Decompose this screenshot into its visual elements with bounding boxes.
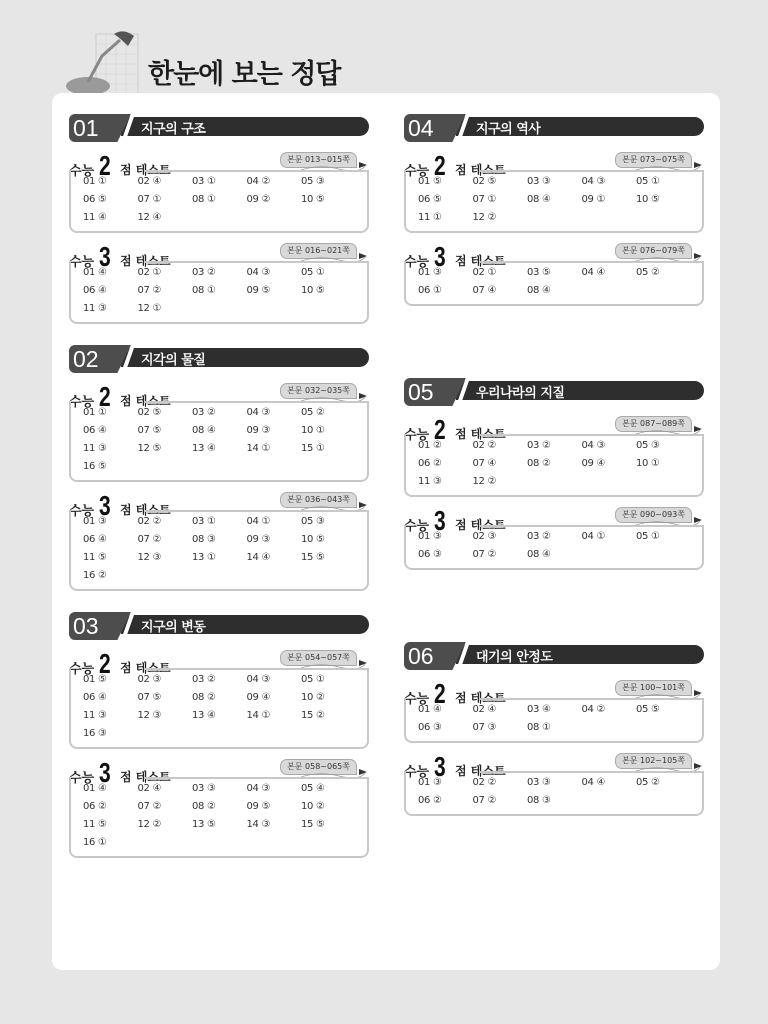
answer-item: 08 ② bbox=[192, 801, 216, 812]
answer-item: 06 ④ bbox=[83, 285, 107, 296]
answer-item: 03 ③ bbox=[192, 783, 216, 794]
answer-item: 01 ① bbox=[83, 176, 107, 187]
answer-box bbox=[404, 525, 704, 570]
answer-grid bbox=[418, 174, 702, 226]
answer-item: 05 ③ bbox=[301, 516, 325, 527]
test-level: 2 bbox=[99, 648, 111, 679]
answer-item: 07 ② bbox=[137, 285, 162, 296]
answer-item: 12 ③ bbox=[137, 552, 162, 563]
test-block bbox=[404, 152, 704, 233]
answer-item: 01 ④ bbox=[83, 267, 107, 278]
answer-item: 11 ④ bbox=[83, 212, 107, 223]
answer-item: 02 ② bbox=[472, 440, 497, 451]
test-type-label: 점 테스트 bbox=[120, 254, 171, 268]
answer-grid bbox=[83, 405, 367, 475]
test-level: 3 bbox=[434, 505, 446, 536]
suneung-label: 수능 bbox=[404, 692, 430, 707]
chapter-title: 지각의 물질 bbox=[141, 353, 206, 368]
answer-item: 10 ⑤ bbox=[301, 285, 325, 296]
test-block bbox=[404, 416, 704, 497]
answer-item: 06 ② bbox=[418, 458, 442, 469]
answer-item: 11 ⑤ bbox=[83, 552, 107, 563]
answer-item: 03 ③ bbox=[527, 176, 551, 187]
answer-item: 03 ② bbox=[527, 531, 551, 542]
test-level: 3 bbox=[99, 490, 111, 521]
answer-item: 11 ③ bbox=[83, 710, 107, 721]
chapter-number: 06 bbox=[408, 643, 434, 669]
answer-item: 01 ① bbox=[83, 407, 107, 418]
page-reference-badge: 본문 016~021쪽 bbox=[280, 243, 357, 259]
answer-grid bbox=[83, 265, 367, 317]
test-block bbox=[69, 759, 369, 858]
answer-item: 15 ⑤ bbox=[301, 552, 325, 563]
answer-item: 05 ① bbox=[636, 176, 660, 187]
test-type-label: 점 테스트 bbox=[455, 518, 506, 532]
answer-item: 03 ② bbox=[192, 407, 216, 418]
left-column bbox=[69, 93, 369, 858]
answer-item: 02 ③ bbox=[472, 531, 497, 542]
answer-item: 06 ② bbox=[83, 801, 107, 812]
answer-item: 07 ⑤ bbox=[137, 425, 162, 436]
test-block bbox=[69, 243, 369, 324]
answer-grid bbox=[418, 265, 702, 299]
answer-item: 06 ④ bbox=[83, 534, 107, 545]
answer-box bbox=[404, 771, 704, 816]
test-type-label: 점 테스트 bbox=[120, 503, 171, 517]
right-column bbox=[404, 93, 704, 816]
answer-item: 03 ② bbox=[192, 267, 216, 278]
answer-box bbox=[69, 170, 369, 233]
chapter-section bbox=[69, 345, 369, 591]
answer-item: 07 ② bbox=[472, 549, 497, 560]
suneung-label: 수능 bbox=[69, 255, 95, 270]
answer-box bbox=[69, 261, 369, 324]
test-type-label: 점 테스트 bbox=[455, 427, 506, 441]
answer-box bbox=[69, 510, 369, 591]
answer-item: 02 ⑤ bbox=[137, 407, 162, 418]
suneung-label: 수능 bbox=[404, 428, 430, 443]
page-reference-badge: 본문 032~035쪽 bbox=[280, 383, 357, 399]
test-type-label: 점 테스트 bbox=[120, 770, 171, 784]
answer-item: 06 ⑤ bbox=[418, 194, 442, 205]
answer-grid bbox=[418, 775, 702, 809]
answer-item: 07 ② bbox=[137, 534, 162, 545]
answer-item: 01 ② bbox=[418, 440, 442, 451]
answer-item: 08 ④ bbox=[527, 549, 551, 560]
test-type-label: 점 테스트 bbox=[455, 163, 506, 177]
answer-item: 10 ⑤ bbox=[301, 534, 325, 545]
answer-item: 01 ③ bbox=[418, 777, 442, 788]
test-level: 2 bbox=[434, 414, 446, 445]
chapter-title: 우리나라의 지질 bbox=[476, 386, 565, 401]
answer-box bbox=[69, 668, 369, 749]
answer-item: 01 ④ bbox=[83, 783, 107, 794]
page-reference-badge: 본문 087~089쪽 bbox=[615, 416, 692, 432]
answer-item: 15 ① bbox=[301, 443, 325, 454]
answer-item: 06 ④ bbox=[83, 425, 107, 436]
answer-item: 08 ④ bbox=[527, 194, 551, 205]
answer-box bbox=[404, 170, 704, 233]
answer-item: 07 ① bbox=[472, 194, 497, 205]
answer-item: 06 ② bbox=[418, 795, 442, 806]
answer-item: 04 ① bbox=[246, 516, 271, 527]
answer-item: 06 ③ bbox=[418, 722, 442, 733]
answer-item: 08 ④ bbox=[192, 425, 216, 436]
answer-item: 16 ① bbox=[83, 837, 107, 848]
test-type-label: 점 테스트 bbox=[455, 764, 506, 778]
answer-box bbox=[69, 401, 369, 482]
answer-item: 13 ① bbox=[192, 552, 216, 563]
answer-item: 09 ③ bbox=[246, 534, 271, 545]
test-level: 2 bbox=[434, 678, 446, 709]
chapter-section bbox=[69, 114, 369, 324]
answer-item: 08 ② bbox=[192, 692, 216, 703]
answer-item: 07 ② bbox=[137, 801, 162, 812]
test-block bbox=[404, 680, 704, 743]
answer-item: 09 ⑤ bbox=[246, 801, 271, 812]
page-reference-badge: 본문 090~093쪽 bbox=[615, 507, 692, 523]
answer-item: 09 ④ bbox=[246, 692, 271, 703]
answer-item: 10 ② bbox=[301, 801, 325, 812]
answer-grid bbox=[83, 514, 367, 584]
answer-item: 16 ⑤ bbox=[83, 461, 107, 472]
suneung-label: 수능 bbox=[69, 662, 95, 677]
answer-item: 10 ② bbox=[301, 692, 325, 703]
answer-item: 14 ① bbox=[246, 710, 271, 721]
answer-item: 12 ② bbox=[472, 476, 497, 487]
answer-item: 09 ④ bbox=[581, 458, 606, 469]
test-level: 3 bbox=[434, 751, 446, 782]
answer-item: 03 ① bbox=[192, 516, 216, 527]
chapter-header bbox=[69, 345, 369, 373]
answer-item: 05 ① bbox=[301, 674, 325, 685]
chapter-title: 지구의 변동 bbox=[141, 620, 206, 635]
answer-item: 11 ① bbox=[418, 212, 442, 223]
chapter-header bbox=[69, 612, 369, 640]
answer-item: 08 ① bbox=[192, 194, 216, 205]
answer-item: 03 ⑤ bbox=[527, 267, 551, 278]
answer-item: 02 ② bbox=[472, 777, 497, 788]
answer-box bbox=[69, 777, 369, 858]
desk-lamp-illustration bbox=[62, 26, 152, 96]
page-reference-badge: 본문 036~043쪽 bbox=[280, 492, 357, 508]
answer-item: 01 ③ bbox=[418, 531, 442, 542]
test-block bbox=[69, 650, 369, 749]
suneung-label: 수능 bbox=[69, 164, 95, 179]
answer-item: 03 ① bbox=[192, 176, 216, 187]
test-level: 3 bbox=[99, 757, 111, 788]
answer-item: 07 ⑤ bbox=[137, 692, 162, 703]
suneung-label: 수능 bbox=[404, 255, 430, 270]
answer-item: 12 ② bbox=[472, 212, 497, 223]
suneung-label: 수능 bbox=[69, 504, 95, 519]
answer-grid bbox=[83, 781, 367, 851]
chapter-number: 05 bbox=[408, 379, 434, 405]
answer-item: 09 ② bbox=[246, 194, 271, 205]
answer-item: 04 ③ bbox=[246, 267, 271, 278]
answer-item: 08 ① bbox=[192, 285, 216, 296]
answer-panel bbox=[52, 93, 720, 970]
answer-box bbox=[404, 698, 704, 743]
test-level: 2 bbox=[99, 381, 111, 412]
answer-item: 12 ④ bbox=[137, 212, 162, 223]
answer-item: 11 ⑤ bbox=[83, 819, 107, 830]
test-block bbox=[69, 152, 369, 233]
test-type-label: 점 테스트 bbox=[455, 254, 506, 268]
page-reference-badge: 본문 054~057쪽 bbox=[280, 650, 357, 666]
answer-item: 13 ⑤ bbox=[192, 819, 216, 830]
answer-item: 05 ③ bbox=[301, 176, 325, 187]
chapter-header bbox=[69, 114, 369, 142]
answer-item: 10 ① bbox=[301, 425, 325, 436]
test-level: 2 bbox=[99, 150, 111, 181]
answer-item: 02 ① bbox=[472, 267, 497, 278]
answer-item: 06 ⑤ bbox=[83, 194, 107, 205]
answer-item: 02 ② bbox=[137, 516, 162, 527]
answer-item: 13 ④ bbox=[192, 710, 216, 721]
answer-box bbox=[404, 434, 704, 497]
chapter-section bbox=[404, 378, 704, 570]
answer-item: 12 ② bbox=[137, 819, 162, 830]
test-block bbox=[404, 753, 704, 816]
answer-grid bbox=[418, 702, 702, 736]
suneung-label: 수능 bbox=[69, 771, 95, 786]
answer-item: 04 ② bbox=[581, 704, 606, 715]
answer-box bbox=[404, 261, 704, 306]
answer-grid bbox=[83, 174, 367, 226]
chapter-section bbox=[404, 114, 704, 306]
answer-item: 03 ② bbox=[192, 674, 216, 685]
answer-grid bbox=[83, 672, 367, 742]
answer-item: 06 ① bbox=[418, 285, 442, 296]
test-type-label: 점 테스트 bbox=[455, 691, 506, 705]
test-type-label: 점 테스트 bbox=[120, 394, 171, 408]
chapter-title: 지구의 구조 bbox=[141, 122, 206, 137]
test-block bbox=[69, 492, 369, 591]
answer-item: 07 ① bbox=[137, 194, 162, 205]
chapter-number: 04 bbox=[408, 115, 434, 141]
answer-item: 16 ③ bbox=[83, 728, 107, 739]
answer-item: 05 ① bbox=[301, 267, 325, 278]
chapter-header bbox=[404, 378, 704, 406]
answer-item: 05 ① bbox=[636, 531, 660, 542]
chapter-header bbox=[404, 642, 704, 670]
suneung-label: 수능 bbox=[404, 519, 430, 534]
answer-item: 14 ④ bbox=[246, 552, 271, 563]
page-reference-badge: 본문 100~101쪽 bbox=[615, 680, 692, 696]
answer-item: 04 ③ bbox=[246, 407, 271, 418]
answer-item: 01 ④ bbox=[418, 704, 442, 715]
answer-item: 10 ⑤ bbox=[301, 194, 325, 205]
answer-item: 12 ③ bbox=[137, 710, 162, 721]
answer-item: 05 ④ bbox=[301, 783, 325, 794]
answer-item: 08 ③ bbox=[192, 534, 216, 545]
answer-item: 05 ② bbox=[301, 407, 325, 418]
test-block bbox=[404, 243, 704, 306]
suneung-label: 수능 bbox=[404, 765, 430, 780]
page-reference-badge: 본문 013~015쪽 bbox=[280, 152, 357, 168]
answer-item: 02 ⑤ bbox=[472, 176, 497, 187]
answer-item: 04 ③ bbox=[581, 176, 606, 187]
answer-item: 05 ② bbox=[636, 267, 660, 278]
page-title: 한눈에 보는 정답 bbox=[148, 59, 341, 90]
page-reference-badge: 본문 076~079쪽 bbox=[615, 243, 692, 259]
answer-item: 12 ⑤ bbox=[137, 443, 162, 454]
answer-item: 08 ④ bbox=[527, 285, 551, 296]
answer-item: 05 ② bbox=[636, 777, 660, 788]
answer-item: 06 ④ bbox=[83, 692, 107, 703]
answer-item: 04 ③ bbox=[246, 674, 271, 685]
answer-grid bbox=[418, 529, 702, 563]
answer-item: 09 ⑤ bbox=[246, 285, 271, 296]
answer-item: 09 ① bbox=[581, 194, 606, 205]
answer-item: 07 ④ bbox=[472, 458, 497, 469]
answer-item: 07 ② bbox=[472, 795, 497, 806]
answer-item: 07 ③ bbox=[472, 722, 497, 733]
answer-item: 07 ④ bbox=[472, 285, 497, 296]
test-level: 3 bbox=[99, 241, 111, 272]
suneung-label: 수능 bbox=[404, 164, 430, 179]
chapter-title: 지구의 역사 bbox=[476, 122, 541, 137]
answer-item: 02 ④ bbox=[472, 704, 497, 715]
answer-item: 15 ⑤ bbox=[301, 819, 325, 830]
chapter-header bbox=[404, 114, 704, 142]
answer-item: 01 ⑤ bbox=[418, 176, 442, 187]
page-reference-badge: 본문 058~065쪽 bbox=[280, 759, 357, 775]
page-reference-badge: 본문 102~105쪽 bbox=[615, 753, 692, 769]
page-reference-badge: 본문 073~075쪽 bbox=[615, 152, 692, 168]
answer-item: 04 ③ bbox=[246, 783, 271, 794]
answer-item: 16 ② bbox=[83, 570, 107, 581]
test-block bbox=[404, 507, 704, 570]
answer-item: 02 ① bbox=[137, 267, 162, 278]
chapter-number: 03 bbox=[73, 613, 99, 639]
answer-item: 13 ④ bbox=[192, 443, 216, 454]
answer-item: 08 ② bbox=[527, 458, 551, 469]
test-level: 3 bbox=[434, 241, 446, 272]
answer-item: 01 ③ bbox=[83, 516, 107, 527]
answer-item: 08 ① bbox=[527, 722, 551, 733]
test-block bbox=[69, 383, 369, 482]
answer-item: 11 ③ bbox=[83, 443, 107, 454]
chapter-number: 01 bbox=[73, 115, 99, 141]
answer-item: 03 ② bbox=[527, 440, 551, 451]
chapter-title: 대기의 안정도 bbox=[476, 650, 553, 665]
answer-item: 02 ③ bbox=[137, 674, 162, 685]
answer-item: 11 ③ bbox=[418, 476, 442, 487]
answer-grid bbox=[418, 438, 702, 490]
answer-item: 15 ② bbox=[301, 710, 325, 721]
answer-item: 06 ③ bbox=[418, 549, 442, 560]
answer-item: 12 ① bbox=[137, 303, 162, 314]
answer-item: 05 ⑤ bbox=[636, 704, 660, 715]
answer-item: 05 ③ bbox=[636, 440, 660, 451]
answer-item: 02 ④ bbox=[137, 783, 162, 794]
answer-item: 08 ③ bbox=[527, 795, 551, 806]
answer-item: 04 ② bbox=[246, 176, 271, 187]
suneung-label: 수능 bbox=[69, 395, 95, 410]
answer-item: 14 ③ bbox=[246, 819, 271, 830]
test-level: 2 bbox=[434, 150, 446, 181]
test-type-label: 점 테스트 bbox=[120, 163, 171, 177]
answer-item: 03 ④ bbox=[527, 704, 551, 715]
answer-item: 04 ① bbox=[581, 531, 606, 542]
answer-item: 10 ① bbox=[636, 458, 660, 469]
answer-item: 04 ④ bbox=[581, 777, 606, 788]
answer-item: 03 ③ bbox=[527, 777, 551, 788]
answer-item: 04 ③ bbox=[581, 440, 606, 451]
answer-item: 02 ④ bbox=[137, 176, 162, 187]
answer-item: 10 ⑤ bbox=[636, 194, 660, 205]
answer-item: 04 ④ bbox=[581, 267, 606, 278]
chapter-section bbox=[69, 612, 369, 858]
answer-item: 01 ⑤ bbox=[83, 674, 107, 685]
chapter-number: 02 bbox=[73, 346, 99, 372]
test-type-label: 점 테스트 bbox=[120, 661, 171, 675]
answer-item: 01 ③ bbox=[418, 267, 442, 278]
answer-item: 09 ③ bbox=[246, 425, 271, 436]
answer-item: 11 ③ bbox=[83, 303, 107, 314]
answer-item: 14 ① bbox=[246, 443, 271, 454]
chapter-section bbox=[404, 642, 704, 816]
